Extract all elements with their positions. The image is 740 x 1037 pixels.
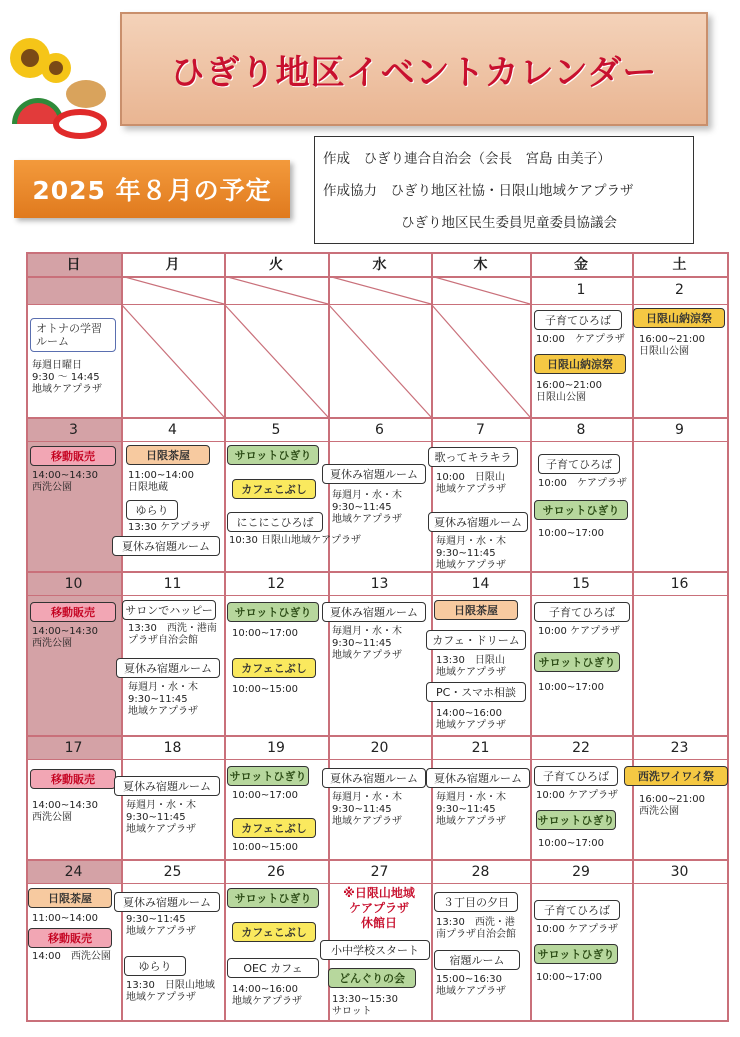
event-time: 毎週月・水・木 9:30~11:45 地域ケアプラザ: [332, 490, 402, 525]
event-nikoniko: にこにこひろば: [227, 512, 323, 532]
event-time: 毎週月・水・木 9:30~11:45 地域ケアプラザ: [128, 682, 198, 717]
event-time: 10:00~17:00: [232, 628, 299, 639]
event-time: 14:00~14:30 西洗公園: [32, 626, 99, 649]
event-time: 毎週月・水・木 9:30~11:45 地域ケアプラザ: [332, 626, 402, 661]
event-salon-higiri: サロットひぎり: [227, 888, 319, 908]
month-label: 2025 年８月の予定: [32, 176, 272, 205]
event-time: 毎週月・水・木 9:30~11:45 地域ケアプラザ: [436, 792, 506, 827]
event-time: 14:00~16:00 地域ケアプラザ: [436, 708, 506, 731]
event-time: 10:00~17:00: [538, 528, 605, 539]
day-number: 13: [370, 576, 389, 592]
day-number: 9: [675, 422, 684, 438]
event-ido-hanbai: 移動販売: [30, 446, 116, 466]
day-number: 16: [670, 576, 689, 592]
day-number: 12: [267, 576, 285, 592]
event-oec-cafe: OEC カフェ: [227, 958, 319, 978]
event-time: 10:00 ケアプラザ: [536, 334, 625, 345]
event-salon-higiri: サロットひぎり: [534, 652, 620, 672]
day-number: 14: [471, 576, 490, 592]
day-number: 7: [476, 422, 485, 438]
event-time: 14:00~16:00 地域ケアプラザ: [232, 984, 302, 1007]
event-time: 10:00~17:00: [538, 682, 605, 693]
event-natsu-shukudai: 夏休み宿題ルーム: [322, 602, 426, 622]
event-natsu-shukudai: 夏休み宿題ルーム: [114, 776, 220, 796]
event-ido-hanbai: 移動販売: [28, 928, 112, 948]
day-number: 23: [670, 740, 689, 756]
event-time: 14:00 西洗公園: [32, 951, 111, 962]
page-title: ひぎり地区イベントカレンダー: [170, 52, 658, 93]
event-salon-higiri: サロットひぎり: [227, 602, 319, 622]
event-kosodate: 子育てひろば: [534, 310, 622, 330]
closed-notice: ※日限山地域 ケアプラザ 休館日: [343, 886, 415, 930]
event-time: 14:00~14:30 西洗公園: [32, 800, 99, 823]
event-waiwai-matsuri: 西洗ワイワイ祭: [624, 766, 728, 786]
day-number: 15: [572, 576, 590, 592]
day-number: 5: [271, 422, 281, 438]
event-noryo-fri: 日限山納涼祭: [534, 354, 626, 374]
event-cafe-kobushi: カフェこぶし: [232, 922, 316, 942]
event-time: 15:00~16:30 地域ケアプラザ: [436, 974, 506, 997]
empty-cell-diagonals: [121, 276, 531, 417]
event-kosodate: 子育てひろば: [534, 766, 618, 786]
day-number: 3: [69, 422, 78, 438]
event-sanchome-yuhi: ３丁目の夕日: [434, 892, 518, 912]
event-chaya: 日限茶屋: [434, 600, 518, 620]
day-number: 17: [64, 740, 83, 756]
event-salon-higiri: サロットひぎり: [536, 810, 616, 830]
day-number: 22: [572, 740, 590, 756]
event-natsu-shukudai: 夏休み宿題ルーム: [428, 512, 528, 532]
event-natsu-shukudai: 夏休み宿題ルーム: [322, 768, 426, 788]
event-time: 13:30 西洗・港 南プラザ自治会館: [436, 917, 516, 940]
event-noryo-sat: 日限山納涼祭: [633, 308, 725, 328]
event-natsu-shukudai: 夏休み宿題ルーム: [116, 658, 220, 678]
event-kosodate: 子育てひろば: [534, 602, 630, 622]
month-label-box: [14, 160, 290, 218]
day-number: 10: [64, 576, 83, 592]
event-ido-hanbai: 移動販売: [30, 769, 116, 789]
day-number: 25: [163, 864, 182, 880]
event-cafe-kobushi: カフェこぶし: [232, 479, 316, 499]
day-number: 21: [471, 740, 490, 756]
event-yurari: ゆらり: [124, 956, 186, 976]
event-time: 14:00~14:30 西洗公園: [32, 470, 99, 493]
event-calendar: [26, 252, 729, 1022]
credits-line-3: ひぎり地区民生委員児童委員協議会: [401, 215, 617, 231]
event-time: 13:30 日限山 地域ケアプラザ: [436, 655, 506, 678]
event-time: 毎週月・水・木 9:30~11:45 地域ケアプラザ: [126, 800, 196, 835]
event-time: 16:00~21:00 日限山公園: [639, 334, 706, 357]
event-time: 10:00~15:00: [232, 684, 299, 695]
event-time: 10:00 日限山 地域ケアプラザ: [436, 472, 506, 495]
weekday-tue: 火: [269, 257, 283, 273]
event-kosodate: 子育てひろば: [538, 454, 620, 474]
weekday-thu: 木: [473, 257, 488, 273]
event-time: 13:30 日限山地域 地域ケアプラザ: [126, 980, 215, 1003]
day-number: 19: [267, 740, 285, 756]
event-natsu-shukudai: 夏休み宿題ルーム: [322, 464, 426, 484]
event-time: 10:00~15:00: [232, 842, 299, 853]
event-pc-sumaho: PC・スマホ相談: [426, 682, 526, 702]
event-salon-higiri: サロットひぎり: [534, 944, 618, 964]
event-yurari: ゆらり: [126, 500, 178, 520]
event-time: 毎週月・水・木 9:30~11:45 地域ケアプラザ: [436, 536, 506, 571]
event-time: 10:00~17:00: [536, 972, 603, 983]
straw-hat-icon: [66, 80, 106, 108]
event-time: 10:00 ケアプラザ: [538, 626, 620, 637]
event-ido-hanbai: 移動販売: [30, 602, 116, 622]
weekday-sat: 土: [672, 257, 687, 273]
event-chaya: 日限茶屋: [126, 445, 210, 465]
event-utatte-kirakira: 歌ってキラキラ: [428, 447, 518, 467]
event-time: 10:00~17:00: [232, 790, 299, 801]
credits-line-1: 作成 ひぎり連合自治会（会長 宮島 由美子）: [323, 151, 611, 167]
weekday-fri: 金: [574, 257, 588, 273]
event-time: 11:00~14:00 日限地蔵: [128, 470, 195, 493]
event-time: 16:00~21:00 西洗公園: [639, 794, 706, 817]
event-time: 毎週日曜日 9:30 ～ 14:45 地域ケアプラザ: [32, 360, 102, 395]
event-school-start: 小中学校スタート: [320, 940, 430, 960]
sunflower-watermelon-illustration: [4, 32, 110, 142]
day-number: 18: [163, 740, 182, 756]
day-number: 6: [375, 422, 384, 438]
day-number: 1: [576, 282, 586, 298]
event-time: 13:30 ケアプラザ: [128, 522, 210, 533]
event-time: 10:30 日限山地域ケアプラザ: [229, 535, 361, 546]
event-time: 16:00~21:00 日限山公園: [536, 380, 603, 403]
day-number: 8: [576, 422, 586, 438]
credits-line-2: 作成協力 ひぎり地区社協・日限山地域ケアプラザ: [323, 183, 634, 199]
day-number: 20: [370, 740, 389, 756]
event-natsu-shukudai: 夏休み宿題ルーム: [112, 536, 220, 556]
event-natsu-shukudai: 夏休み宿題ルーム: [114, 892, 220, 912]
day-number: 4: [168, 422, 177, 438]
weekday-sun: 日: [66, 257, 81, 273]
day-number: 27: [370, 864, 389, 880]
day-number: 24: [64, 864, 83, 880]
event-time: 13:30 西洗・港南 プラザ自治会館: [128, 623, 217, 646]
event-kosodate: 子育てひろば: [534, 900, 620, 920]
event-time: 11:00~14:00: [32, 913, 99, 924]
event-natsu-shukudai: 夏休み宿題ルーム: [426, 768, 530, 788]
event-cafe-kobushi: カフェこぶし: [232, 658, 316, 678]
event-salon-higiri: サロットひぎり: [534, 500, 628, 520]
event-time: 10:00~17:00: [538, 838, 605, 849]
event-donguri: どんぐりの会: [328, 968, 416, 988]
weekday-wed: 水: [372, 257, 387, 273]
float-ring-icon: [56, 112, 104, 136]
event-chaya: 日限茶屋: [28, 888, 112, 908]
day-number: 11: [163, 576, 182, 592]
event-salon-happy: サロンでハッピー: [122, 600, 216, 620]
day-number: 28: [471, 864, 490, 880]
weekday-mon: 月: [165, 257, 180, 273]
credits-box: [314, 136, 694, 244]
event-shukudai-room: 宿題ルーム: [434, 950, 520, 970]
event-time: 10:00 ケアプラザ: [538, 478, 627, 489]
event-time: 10:00 ケアプラザ: [536, 790, 618, 801]
day-number: 29: [572, 864, 590, 880]
event-time: 9:30~11:45 地域ケアプラザ: [126, 914, 196, 937]
event-salon-higiri: サロットひぎり: [227, 766, 309, 786]
event-time: 10:00 ケアプラザ: [536, 924, 618, 935]
event-time: 13:30~15:30 サロット: [332, 994, 399, 1017]
day-number: 30: [670, 864, 689, 880]
event-time: 毎週月・水・木 9:30~11:45 地域ケアプラザ: [332, 792, 402, 827]
title-banner: [120, 12, 708, 126]
day-number: 26: [267, 864, 285, 880]
event-cafe-dream: カフェ・ドリーム: [426, 630, 526, 650]
event-salon-higiri: サロットひぎり: [227, 445, 319, 465]
day-number: 2: [675, 282, 684, 298]
event-cafe-kobushi: カフェこぶし: [232, 818, 316, 838]
event-otona-room: オトナの学習ルーム: [30, 318, 116, 352]
